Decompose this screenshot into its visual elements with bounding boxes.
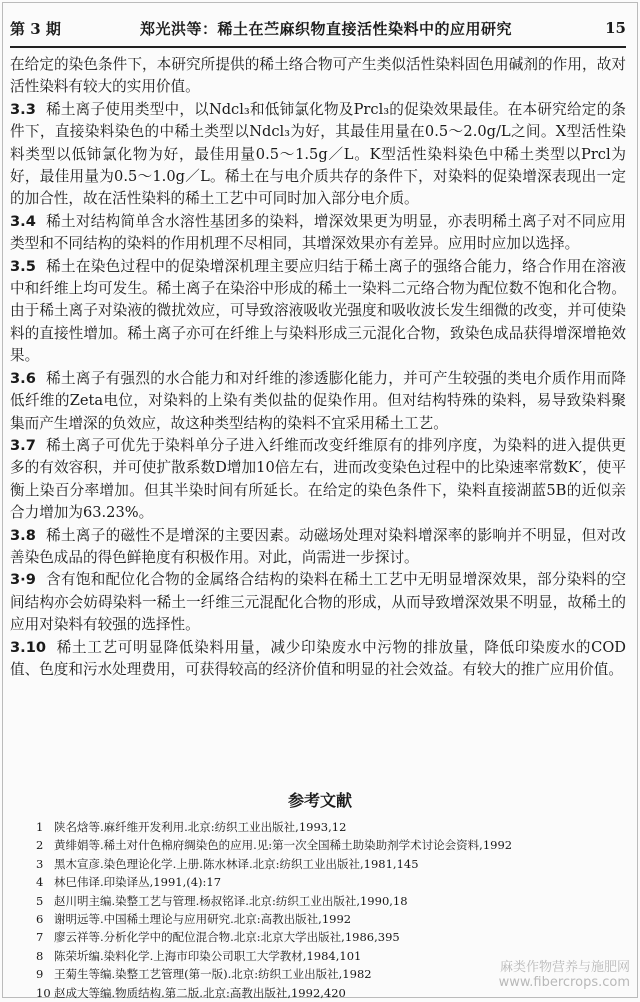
reference-number: 1 (36, 820, 44, 834)
reference-item (36, 928, 512, 946)
paragraph (10, 435, 626, 525)
section-number: 3.6 (10, 369, 36, 387)
watermark (499, 960, 630, 990)
watermark-site-name: 麻类作物营养与施肥网 (499, 960, 630, 975)
reference-text: 林巳伟译.印染译丛,1991,(4):17 (54, 875, 222, 890)
reference-number: 5 (36, 893, 44, 908)
reference-text: 陕名焓等.麻纤维开发利用.北京:纺织工业出版社,1993,12 (54, 820, 347, 834)
reference-number: 7 (36, 930, 44, 945)
reference-text: 黄绯娟等.稀土对什色棉府绸染色的应用.见:第一次全国稀土助染助剂学术讨论会资料,1992 (54, 838, 513, 853)
reference-number: 8 (36, 948, 44, 963)
paragraph (10, 256, 626, 368)
reference-number: 3 (36, 856, 44, 871)
paragraph (10, 637, 626, 682)
reference-item (36, 836, 512, 854)
reference-text: 陈荣圻编.染料化学.上海市印染公司职工大学教材,1984,101 (54, 948, 362, 963)
issue-number: 第 3 期 (10, 19, 61, 38)
body-text (10, 54, 626, 681)
page-number: 15 (605, 19, 626, 37)
reference-item (36, 910, 512, 928)
paragraph-text: 稀土对结构简单含水溶性基团多的染料，增深效果更为明显，亦表明稀土离子对不同应用类型和不同结构的染料的作用机理不尽相同，其增深效果亦有差异。应用时应加以选择。 (10, 212, 626, 253)
paragraph-text: 在给定的染色条件下，本研究所提供的稀土络合物可产生类似活性染料固色用碱剂的作用，故对活性染料有较大的实用价值。 (10, 56, 626, 96)
reference-item (36, 965, 512, 983)
reference-number: 4 (36, 875, 44, 890)
reference-text: 王菊生等编.染整工艺管理(第一版).北京:纺织工业出版社,1982 (54, 967, 372, 982)
reference-item (36, 873, 512, 891)
reference-item (36, 984, 512, 1002)
paragraph (10, 368, 626, 435)
reference-item (36, 818, 512, 836)
paragraph (10, 211, 626, 256)
reference-text: 赵川明主编.染整工艺与管理.杨叔铭译.北京:纺织工业出版社,1990,18 (54, 893, 408, 908)
section-number: 3.5 (10, 257, 36, 275)
reference-item (36, 855, 512, 873)
paragraph-text: 稀土离子有强烈的水合能力和对纤维的渗透膨化能力，并可产生较强的类电介质作用而降低纤维的Zeta电位，对染料的上染有类似盐的促染作用。但对结构特殊的染料，易导致染料聚集而产生增深的负效应，故这种类型结构的染料不宜采用稀土工艺。 (10, 369, 626, 432)
paragraph-text: 含有饱和配位化合物的金属络合结构的染料在稀土工艺中无明显增深效果，部分染料的空间结构亦会妨碍染料一稀土一纤维三元混配化合物的形成，从而导致增深效果不明显，故稀土的应用对染料有较强的选择性。 (10, 571, 626, 634)
references-list (36, 818, 512, 1002)
references-heading: 参考文献 (287, 791, 352, 810)
reference-text: 廖云祥等.分析化学中的配位混合物.北京:北京大学出版社,1986,395 (54, 930, 400, 945)
paragraph-text: 稀土离子可优先于染料单分子进入纤维而改变纤维原有的排列序度，为染料的进入提供更多的有效容积，并可使扩散系数D增加10倍左右，进而改变染色过程中的比染速率常数K′，使平衡上染百分率增加。但其半染时间有所延长。在给定的染色条件下，染料直接湖蓝5B的近似亲合力增加为63.23%。 (10, 436, 626, 522)
reference-number: 10 (36, 985, 51, 1000)
paragraph (10, 569, 626, 636)
running-title: 郑光洪等：稀土在苎麻织物直接活性染料中的应用研究 (140, 19, 513, 38)
reference-text: 赵成大等编.物质结构.第二版.北京:高教出版社,1992,420 (54, 985, 346, 1000)
paragraph (10, 99, 626, 211)
running-header (10, 10, 626, 48)
reference-text: 谢明远等.中国稀土理论与应用研究.北京:高教出版社,1992 (54, 912, 352, 927)
section-number: 3.3 (10, 100, 36, 118)
paragraph (10, 54, 626, 99)
section-number: 3.7 (10, 436, 36, 454)
paragraph-text: 稀土离子使用类型中，以Ndcl₃和低铈氯化物及Prcl₃的促染效果最佳。在本研究给定的条件下，直接染料染色的中稀土类型以Ndcl₃为好，其最佳用量在0.5～2.0g/L之间。X型活性染料类型以低铈氯化物为好，最佳用量0.5～1.5g／L。K型活性染料染色中稀土类型以Prcl为好，最佳用量为0.5～1.0g／L。稀土在与电介质共存的条件下，对染料的促染增深表现出一定的加合性，故在活性染料的稀土工艺中可同时加入部分电介质。 (10, 100, 626, 208)
paragraph-text: 稀土在染色过程中的促染增深机理主要应归结于稀土离子的强络合能力，络合作用在溶液中和纤维上均可发生。稀土离子在染浴中形成的稀土一染料二元络合物为配位数不饱和化合物。由于稀土离子对染液的微扰效应，可导致溶液吸收光强度和吸收波长发生细微的改变，并可使染料的直接性增加。稀土离子亦可在纤维上与染料形成三元混化合物，致染色成品获得增深增艳效果。 (10, 257, 626, 365)
reference-number: 6 (36, 912, 44, 927)
paragraph (10, 525, 626, 570)
reference-item (36, 947, 512, 965)
reference-item (36, 892, 512, 910)
section-number: 3.8 (10, 526, 36, 544)
reference-number: 2 (36, 838, 44, 853)
section-number: 3·9 (10, 571, 36, 589)
watermark-url: www.fibercrops.com (498, 975, 630, 990)
paragraph-text: 稀土离子的磁性不是增深的主要因素。动磁场处理对染料增深率的影响并不明显，但对改善染色成品的得色鲜艳度有积极作用。对此，尚需进一步探讨。 (10, 526, 626, 566)
section-number: 3.10 (10, 638, 47, 656)
section-number: 3.4 (10, 212, 36, 230)
reference-text: 黑木宣彦.染色理论化学.上册.陈水林译.北京:纺织工业出版社,1981,145 (54, 856, 419, 871)
paragraph-text: 稀土工艺可明显降低染料用量，减少印染废水中污物的排放量，降低印染废水的COD值、色度和污水处理费用，可获得较高的经济价值和明显的社会效益。有较大的推广应用价值。 (10, 638, 626, 678)
reference-number: 9 (36, 967, 44, 982)
